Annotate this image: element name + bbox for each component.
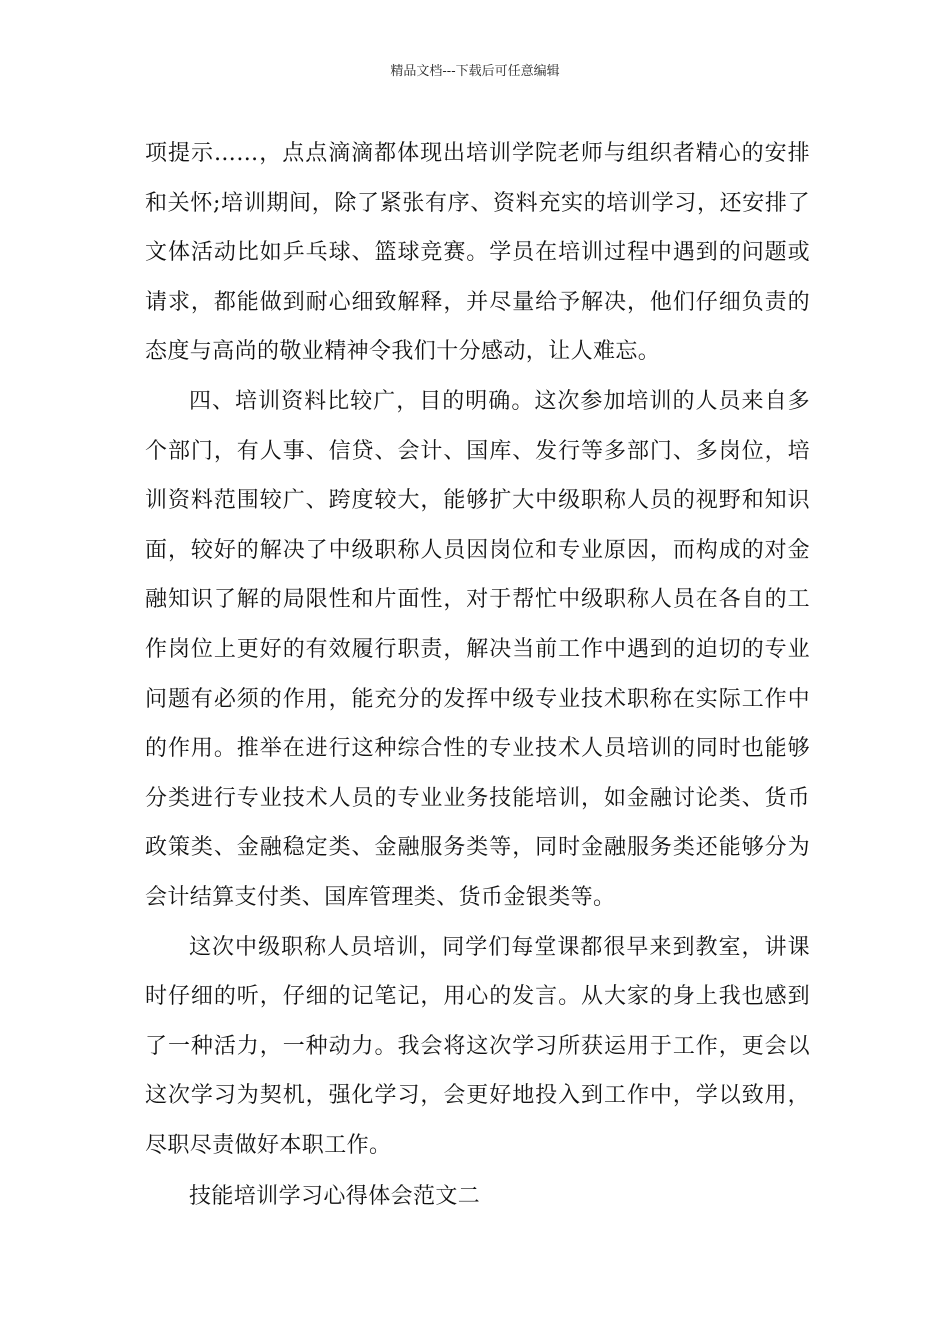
document-body — [145, 129, 810, 1222]
section-heading-sample-two: 技能培训学习心得体会范文二 — [189, 1184, 481, 1210]
paragraph-continuation: 项提示……，点点滴滴都体现出培训学院老师与组织者精心的安排和关怀;培训期间，除了紧张有序、资料充实的培训学习，还安排了文体活动比如乒乓球、篮球竞赛。学员在培训过程中遇到的问题或请求，都能做到耐心细致解释，并尽量给予解决，他们仔细负责的态度与高尚的敬业精神令我们十分感动，让人难忘。 — [145, 141, 810, 365]
page-header: 精品文档---下载后可任意编辑 — [390, 64, 560, 79]
paragraph-section-four: 四、培训资料比较广，目的明确。这次参加培训的人员来自多个部门，有人事、信贷、会计、国库、发行等多部门、多岗位，培训资料范围较广、跨度较大，能够扩大中级职称人员的视野和知识面，较好的解决了中级职称人员因岗位和专业原因，而构成的对金融知识了解的局限性和片面性，对于帮忙中级职称人员在各自的工作岗位上更好的有效履行职责，解决当前工作中遇到的迫切的专业问题有必须的作用，能充分的发挥中级专业技术职称在实际工作中的作用。推举在进行这种综合性的专业技术人员培训的同时也能够分类进行专业技术人员的专业业务技能培训，如金融讨论类、货币政策类、金融稳定类、金融服务类等，同时金融服务类还能够分为会计结算支付类、国库管理类、货币金银类等。 — [145, 388, 810, 910]
paragraph-conclusion: 这次中级职称人员培训，同学们每堂课都很早来到教室，讲课时仔细的听，仔细的记笔记，用心的发言。从大家的身上我也感到了一种活力，一种动力。我会将这次学习所获运用于工作，更会以这次学习为契机，强化学习，会更好地投入到工作中，学以致用，尽职尽责做好本职工作。 — [145, 934, 810, 1158]
